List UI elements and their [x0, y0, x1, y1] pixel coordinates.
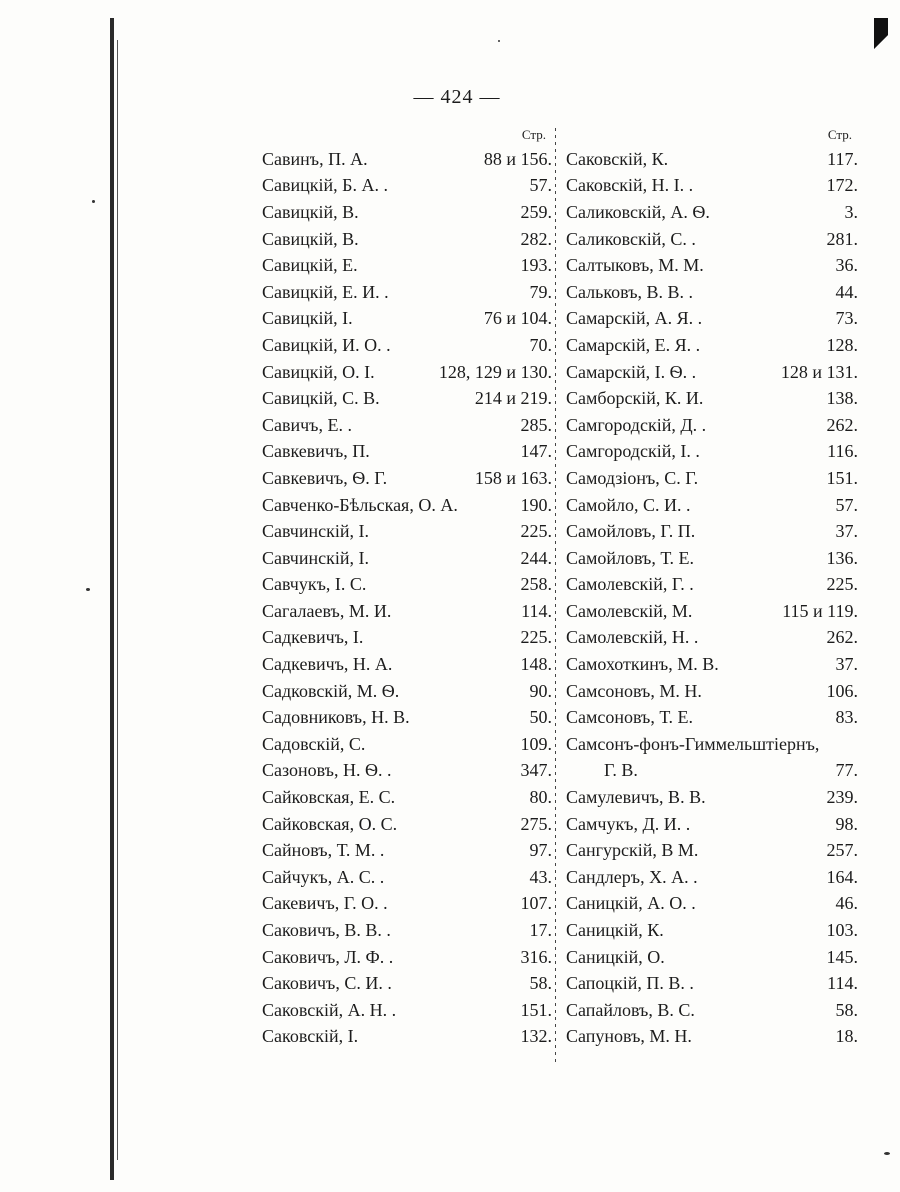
index-entry [262, 837, 552, 864]
index-entry [262, 465, 552, 492]
index-entry [262, 811, 552, 838]
index-entry [262, 891, 552, 918]
entry-page-ref: 88 и 156. [483, 148, 552, 169]
entry-page-ref: 151. [520, 999, 552, 1020]
entry-name: Сайновъ, Т. М. . [262, 840, 385, 861]
entry-name: Самойло, С. И. . [566, 494, 691, 515]
entry-page-ref: 114. [827, 973, 858, 994]
entry-page-ref: 151. [826, 467, 858, 488]
entry-page-ref: 103. [826, 920, 858, 941]
index-entry [262, 1024, 552, 1051]
entry-name: Савчинскій, І. [262, 547, 369, 568]
entry-page-ref: 57. [529, 175, 552, 196]
entry-name: Садковскій, М. Ѳ. [262, 680, 400, 701]
entry-name: Саковичъ, В. В. . [262, 920, 391, 941]
index-entry [566, 226, 858, 253]
entry-name: Сапоцкій, П. В. . [566, 973, 694, 994]
entry-page-ref: 97. [529, 840, 552, 861]
entry-page-ref: 70. [529, 334, 552, 355]
entry-name: Самолевскій, Г. . [566, 574, 694, 595]
entry-page-ref: 132. [520, 1026, 552, 1047]
index-column-right [566, 124, 858, 1050]
index-entry [262, 864, 552, 891]
entry-name: Савицкій, Б. А. . [262, 175, 388, 196]
entry-name: Сагалаевъ, М. И. [262, 600, 392, 621]
entry-name: Савкевичъ, П. [262, 441, 370, 462]
index-entry [566, 173, 858, 200]
entry-page-ref: 136. [826, 547, 858, 568]
entry-page-ref: 58. [835, 999, 858, 1020]
entry-name: Савченко-Бѣльская, О. А. [262, 494, 458, 515]
index-entry [566, 704, 858, 731]
index-entry [262, 518, 552, 545]
entry-page-ref: 50. [529, 707, 552, 728]
entry-name: Саковскій, І. [262, 1026, 359, 1047]
index-entry [566, 944, 858, 971]
index-entry [566, 758, 858, 785]
entry-page-ref: 239. [826, 787, 858, 808]
entry-page-ref: 106. [826, 680, 858, 701]
entry-name: Саковскій, Н. І. . [566, 175, 694, 196]
entry-name: Самохоткинъ, М. В. [566, 654, 719, 675]
entry-page-ref: 3. [844, 201, 858, 222]
column-header-page: Стр. [827, 127, 852, 142]
index-entry [566, 784, 858, 811]
entry-name: Садовниковъ, Н. В. [262, 707, 410, 728]
entry-name: Самчукъ, Д. И. . [566, 813, 691, 834]
entry-name: Самсоновъ, М. Н. [566, 680, 702, 701]
index-entry [262, 252, 552, 279]
entry-page-ref: 44. [835, 281, 858, 302]
entry-name: Савкевичъ, Ѳ. Г. [262, 467, 388, 488]
index-entry [566, 731, 858, 758]
index-entry [262, 917, 552, 944]
entry-page-ref: 262. [826, 414, 858, 435]
index-entry [566, 492, 858, 519]
entry-page-ref: 275. [520, 813, 552, 834]
index-entry [566, 332, 858, 359]
entry-page-ref: 17. [529, 920, 552, 941]
entry-page-ref: 107. [520, 893, 552, 914]
entry-page-ref: 225. [826, 574, 858, 595]
entry-name: Самарскій, І. Ѳ. . [566, 361, 697, 382]
entry-name: Савицкій, С. В. [262, 388, 380, 409]
page-number: — 424 — [413, 86, 501, 108]
index-entry [262, 359, 552, 386]
index-entry [262, 731, 552, 758]
entry-name: Саликовскій, А. Ѳ. [566, 201, 710, 222]
corner-scan-mark [874, 18, 888, 60]
entry-name: Саницкій, К. [566, 920, 664, 941]
index-entry [566, 146, 858, 173]
entry-name: Савицкій, Е. [262, 255, 358, 276]
entry-name: Самодзіонъ, С. Г. [566, 467, 699, 488]
entry-page-ref: 18. [835, 1026, 858, 1047]
entry-name: Сапайловъ, В. С. [566, 999, 695, 1020]
binding-edge [110, 18, 114, 1180]
entry-name: Савицкій, И. О. . [262, 334, 391, 355]
entry-name: Самойловъ, Т. Е. [566, 547, 695, 568]
index-entry [566, 811, 858, 838]
binding-edge-shadow [117, 40, 118, 1160]
index-entry [566, 997, 858, 1024]
index-entry [566, 385, 858, 412]
scan-speck [884, 1152, 890, 1155]
entry-name: Савицкій, Е. И. . [262, 281, 389, 302]
entry-name: Савицкій, В. [262, 228, 359, 249]
entry-page-ref: 80. [529, 787, 552, 808]
entry-name: Самсоновъ, Т. Е. [566, 707, 694, 728]
entry-name: Савицкій, В. [262, 201, 359, 222]
index-entry [566, 837, 858, 864]
index-entry [566, 518, 858, 545]
entry-name: Сапуновъ, М. Н. [566, 1026, 692, 1047]
entry-page-ref: 347. [520, 760, 552, 781]
entry-page-ref: 90. [529, 680, 552, 701]
entry-name: Самгородскій, І. . [566, 441, 700, 462]
entry-page-ref: 57. [835, 494, 858, 515]
entry-name: Сандлеръ, Х. А. . [566, 866, 698, 887]
column-header-page: Стр. [521, 127, 546, 142]
entry-name: Садовскій, С. [262, 733, 366, 754]
entry-page-ref: 262. [826, 627, 858, 648]
entry-page-ref: 190. [520, 494, 552, 515]
index-entry [262, 492, 552, 519]
entry-name: Г. В. [604, 760, 638, 781]
entry-page-ref: 225. [520, 521, 552, 542]
entry-name: Саницкій, А. О. . [566, 893, 696, 914]
index-entry [566, 625, 858, 652]
entry-page-ref: 214 и 219. [474, 388, 552, 409]
entry-page-ref: 58. [529, 973, 552, 994]
index-entry [566, 678, 858, 705]
index-entry [262, 439, 552, 466]
index-entry [566, 651, 858, 678]
entry-name: Савчукъ, І. С. [262, 574, 367, 595]
entry-page-ref: 46. [835, 893, 858, 914]
entry-page-ref: 73. [835, 308, 858, 329]
entry-name: Сазоновъ, Н. Ѳ. . [262, 760, 392, 781]
entry-name: Самгородскій, Д. . [566, 414, 707, 435]
scan-speck [86, 588, 90, 591]
entry-page-ref: 257. [826, 840, 858, 861]
entry-name: Салтыковъ, М. М. [566, 255, 704, 276]
entry-name: Савчинскій, І. [262, 521, 369, 542]
entry-name: Самойловъ, Г. П. [566, 521, 696, 542]
entry-page-ref: 83. [835, 707, 858, 728]
entry-page-ref: 114. [521, 600, 552, 621]
index-entry [262, 412, 552, 439]
entry-page-ref: 128 и 131. [780, 361, 858, 382]
index-entry [262, 970, 552, 997]
entry-page-ref: 36. [835, 255, 858, 276]
index-entry [262, 598, 552, 625]
index-entry [566, 359, 858, 386]
entry-name: Саковичъ, С. И. . [262, 973, 392, 994]
index-entry [262, 997, 552, 1024]
index-entry [566, 891, 858, 918]
entry-page-ref: 117. [827, 148, 858, 169]
entry-name: Самолевскій, М. [566, 600, 693, 621]
index-entry [262, 944, 552, 971]
entry-list [262, 146, 552, 1050]
index-column-left [262, 124, 552, 1050]
entry-page-ref: 98. [835, 813, 858, 834]
entry-page-ref: 79. [529, 281, 552, 302]
scan-speck [92, 200, 95, 203]
index-entry [262, 332, 552, 359]
entry-page-ref: 172. [826, 175, 858, 196]
index-entry [566, 1024, 858, 1051]
index-entry [566, 279, 858, 306]
entry-page-ref: 77. [835, 760, 858, 781]
entry-name: Саковскій, К. [566, 148, 669, 169]
entry-page-ref: 225. [520, 627, 552, 648]
entry-name: Саликовскій, С. . [566, 228, 696, 249]
entry-page-ref: 158 и 163. [474, 467, 552, 488]
index-entry [566, 306, 858, 333]
index-entry [566, 545, 858, 572]
entry-name: Самарскій, Е. Я. . [566, 334, 701, 355]
index-entry [566, 598, 858, 625]
entry-name: Садкевичъ, І. [262, 627, 364, 648]
entry-page-ref: 282. [520, 228, 552, 249]
index-entry [566, 864, 858, 891]
index-entry [262, 173, 552, 200]
index-entry [262, 306, 552, 333]
entry-name: Самборскій, К. И. [566, 388, 704, 409]
entry-name: Сангурскій, В М. [566, 840, 699, 861]
index-entry [262, 226, 552, 253]
entry-page-ref: 145. [826, 946, 858, 967]
entry-page-ref: 37. [835, 654, 858, 675]
index-entry [566, 917, 858, 944]
index-entry [262, 651, 552, 678]
entry-name: Савицкій, І. [262, 308, 353, 329]
entry-page-ref: 76 и 104. [483, 308, 552, 329]
entry-name: Савинъ, П. А. [262, 148, 368, 169]
entry-page-ref: 164. [826, 866, 858, 887]
entry-name: Самулевичъ, В. В. [566, 787, 706, 808]
index-entry [566, 572, 858, 599]
entry-page-ref: 258. [520, 574, 552, 595]
index-entry [262, 625, 552, 652]
entry-name: Сакевичъ, Г. О. . [262, 893, 388, 914]
entry-name: Самолевскій, Н. . [566, 627, 699, 648]
index-entry [262, 704, 552, 731]
entry-page-ref: 115 и 119. [782, 600, 858, 621]
entry-page-ref: 128, 129 и 130. [438, 361, 552, 382]
index-entry [566, 465, 858, 492]
index-entry [566, 439, 858, 466]
index-entry [262, 572, 552, 599]
entry-page-ref: 281. [826, 228, 858, 249]
entry-page-ref: 244. [520, 547, 552, 568]
entry-name: Саницкій, О. [566, 946, 665, 967]
entry-name: Самарскій, А. Я. . [566, 308, 703, 329]
entry-name: Садкевичъ, Н. А. [262, 654, 393, 675]
entry-name: Саковскій, А. Н. . [262, 999, 397, 1020]
entry-name: Саковичъ, Л. Ф. . [262, 946, 394, 967]
entry-name: Сайковская, Е. С. [262, 787, 396, 808]
index-entry [262, 385, 552, 412]
entry-page-ref: 147. [520, 441, 552, 462]
entry-page-ref: 316. [520, 946, 552, 967]
index-entry [262, 199, 552, 226]
index-entry [262, 784, 552, 811]
index-entry [262, 279, 552, 306]
entry-page-ref: 128. [826, 334, 858, 355]
index-entry [262, 545, 552, 572]
entry-list [566, 146, 858, 1050]
entry-page-ref: 116. [827, 441, 858, 462]
entry-page-ref: 43. [529, 866, 552, 887]
entry-page-ref: 138. [826, 388, 858, 409]
index-entry [566, 970, 858, 997]
entry-name: Сайковская, О. С. [262, 813, 398, 834]
column-divider [553, 128, 559, 1063]
index-entry [566, 199, 858, 226]
index-entry [262, 146, 552, 173]
index-entry [262, 678, 552, 705]
scan-speck [498, 40, 500, 42]
entry-name: Савицкій, О. І. [262, 361, 375, 382]
entry-page-ref: 37. [835, 521, 858, 542]
entry-name: Сайчукъ, А. С. . [262, 866, 385, 887]
index-entry [566, 412, 858, 439]
entry-page-ref: 148. [520, 654, 552, 675]
entry-page-ref: 109. [520, 733, 552, 754]
entry-page-ref: 193. [520, 255, 552, 276]
entry-name: Сальковъ, В. В. . [566, 281, 694, 302]
index-entry [566, 252, 858, 279]
index-entry [262, 758, 552, 785]
entry-page-ref: 259. [520, 201, 552, 222]
entry-page-ref: 285. [520, 414, 552, 435]
entry-name: Савичъ, Е. . [262, 414, 352, 435]
entry-name: Самсонъ-фонъ-Гиммельштіернъ, [566, 733, 820, 754]
